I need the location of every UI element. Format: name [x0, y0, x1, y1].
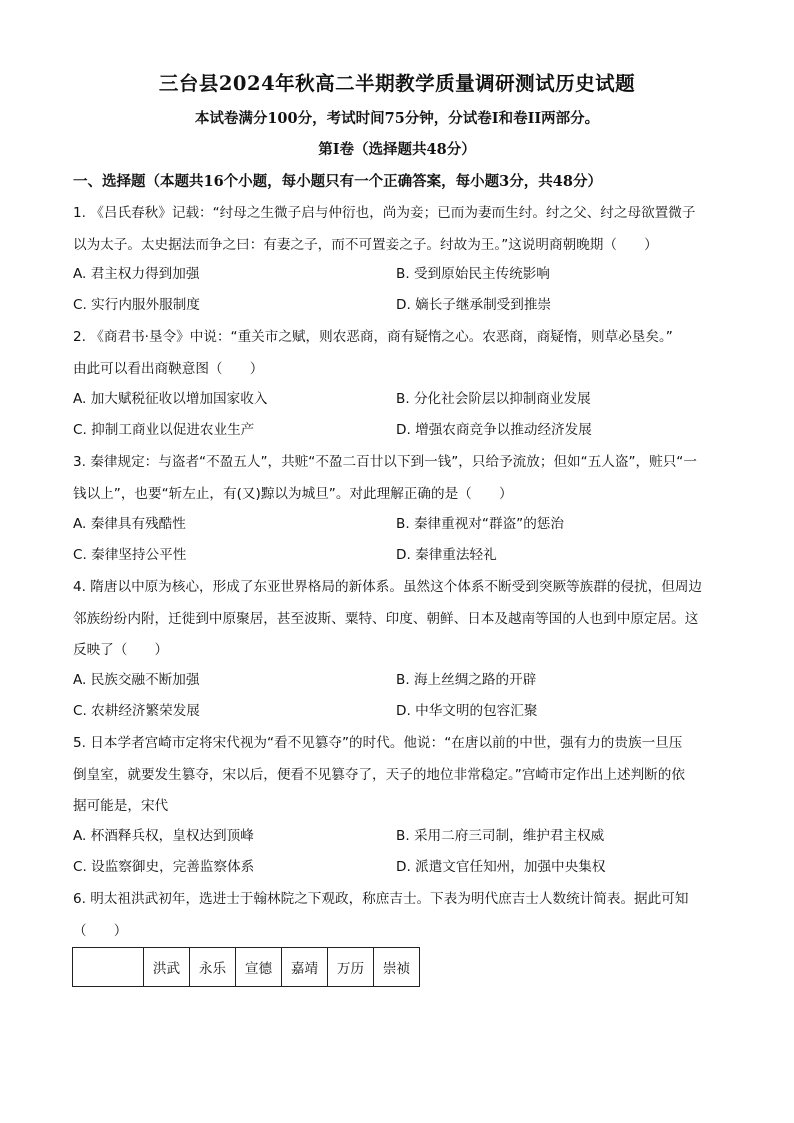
option-b[interactable]: B. 秦律重视对“群盗”的惩治	[396, 516, 564, 532]
option-d[interactable]: D. 增强农商竞争以推动经济发展	[396, 422, 592, 439]
option-a[interactable]: A. 加大赋税征收以增加国家收入	[73, 391, 268, 407]
option-d[interactable]: D. 秦律重法轻礼	[396, 547, 497, 564]
question-6-stem	[73, 884, 723, 947]
option-c[interactable]: C. 抑制工商业以促进农业生产	[73, 422, 255, 439]
question-line: 6. 明太祖洪武初年，选进士于翰林院之下观政，称庶吉士。下表为明代庶吉士人数统计简表。据此可知	[73, 891, 689, 907]
question-line: 以为太子。太史据法而争之曰：有妻之子，而不可置妾之子。纣故为王。”这说明商朝晚期（ ）	[73, 236, 658, 253]
option-b[interactable]: B. 受到原始民主传统影响	[396, 266, 550, 282]
question-line: 由此可以看出商鞅意图（ ）	[73, 360, 264, 377]
option-d[interactable]: D. 派遣文官任知州，加强中央集权	[396, 859, 606, 876]
jinshi-statistics-table	[72, 947, 420, 987]
question-2-options	[73, 384, 723, 446]
option-c[interactable]: C. 秦律坚持公平性	[73, 547, 187, 564]
question-line: 邻族纷纷内附，迁徙到中原聚居，甚至波斯、粟特、印度、朝鲜、日本及越南等国的人也到中原定居。这	[73, 610, 699, 627]
question-line: 反映了（ ）	[73, 642, 169, 658]
option-d[interactable]: D. 中华文明的包容汇聚	[396, 703, 538, 720]
option-b[interactable]: B. 海上丝绸之路的开辟	[396, 672, 537, 688]
question-3-stem	[73, 447, 723, 510]
question-line: 5. 日本学者宫崎市定将宋代视为“看不见篡夺”的时代。他说：“在唐以前的中世，强有力的贵族一旦压	[73, 735, 683, 751]
question-line: 2. 《商君书·垦令》中说：“重关市之赋，则农恶商，商有疑惰之心。农恶商，商疑惰，则草必垦矣。”	[73, 329, 673, 345]
section-title: 第I卷（选择题共48分）	[318, 141, 476, 158]
option-d[interactable]: D. 嫡长子继承制受到推崇	[396, 297, 552, 314]
table-header-row	[73, 948, 420, 987]
table-header-cell: 崇祯	[374, 948, 420, 987]
question-3-options	[73, 509, 723, 571]
question-line: 倒皇室，就要发生篡夺，宋以后，便看不见篡夺了，天子的地位非常稳定。”宫崎市定作出上述判断的依	[73, 766, 685, 783]
part-title: 一、选择题（本题共16个小题，每小题只有一个正确答案，每小题3分，共48分）	[73, 173, 602, 190]
option-c[interactable]: C. 农耕经济繁荣发展	[73, 703, 200, 720]
option-a[interactable]: A. 秦律具有残酷性	[73, 516, 186, 532]
option-a[interactable]: A. 民族交融不断加强	[73, 672, 200, 688]
option-a[interactable]: A. 君主权力得到加强	[73, 266, 200, 282]
option-c[interactable]: C. 实行内服外服制度	[73, 297, 200, 314]
question-line: 4. 隋唐以中原为核心，形成了东亚世界格局的新体系。虽然这个体系不断受到突厥等族群的侵扰，但周边	[73, 579, 703, 595]
option-b[interactable]: B. 采用二府三司制，维护君主权威	[396, 828, 605, 844]
question-line: （ ）	[73, 922, 128, 939]
option-c[interactable]: C. 设监察御史，完善监察体系	[73, 859, 255, 876]
question-line: 据可能是，宋代	[73, 798, 169, 814]
question-1-stem	[73, 198, 723, 261]
question-line: 钱以上”，也要“斩左止，有(又)黥以为城旦”。对此理解正确的是（ ）	[73, 485, 513, 502]
exam-title: 三台县2024年秋高二半期教学质量调研测试历史试题	[158, 72, 636, 95]
question-5-stem	[73, 728, 723, 823]
question-2-stem	[73, 322, 723, 385]
question-line: 1. 《吕氏春秋》记载：“纣母之生微子启与仲衍也，尚为妾；已而为妻而生纣。纣之父、纣之母欲置微子	[73, 205, 696, 221]
question-1-options	[73, 259, 723, 321]
exam-subtitle: 本试卷满分100分，考试时间75分钟，分试卷I和卷II两部分。	[194, 110, 600, 127]
question-line: 3. 秦律规定：与盗者“不盈五人”，共赃“不盈二百廿以下到一钱”，只给予流放；但如“五人盗”，赃只“一	[73, 454, 697, 470]
table-header-cell: 永乐	[190, 948, 236, 987]
option-a[interactable]: A. 杯酒释兵权，皇权达到顶峰	[73, 828, 254, 844]
table-header-cell	[73, 948, 144, 987]
option-b[interactable]: B. 分化社会阶层以抑制商业发展	[396, 391, 591, 407]
question-5-options	[73, 821, 723, 883]
table-header-cell: 万历	[328, 948, 374, 987]
table-header-cell: 宣德	[236, 948, 282, 987]
table-header-cell: 嘉靖	[282, 948, 328, 987]
question-4-options	[73, 665, 723, 727]
table-header-cell: 洪武	[144, 948, 190, 987]
question-4-stem	[73, 572, 723, 667]
